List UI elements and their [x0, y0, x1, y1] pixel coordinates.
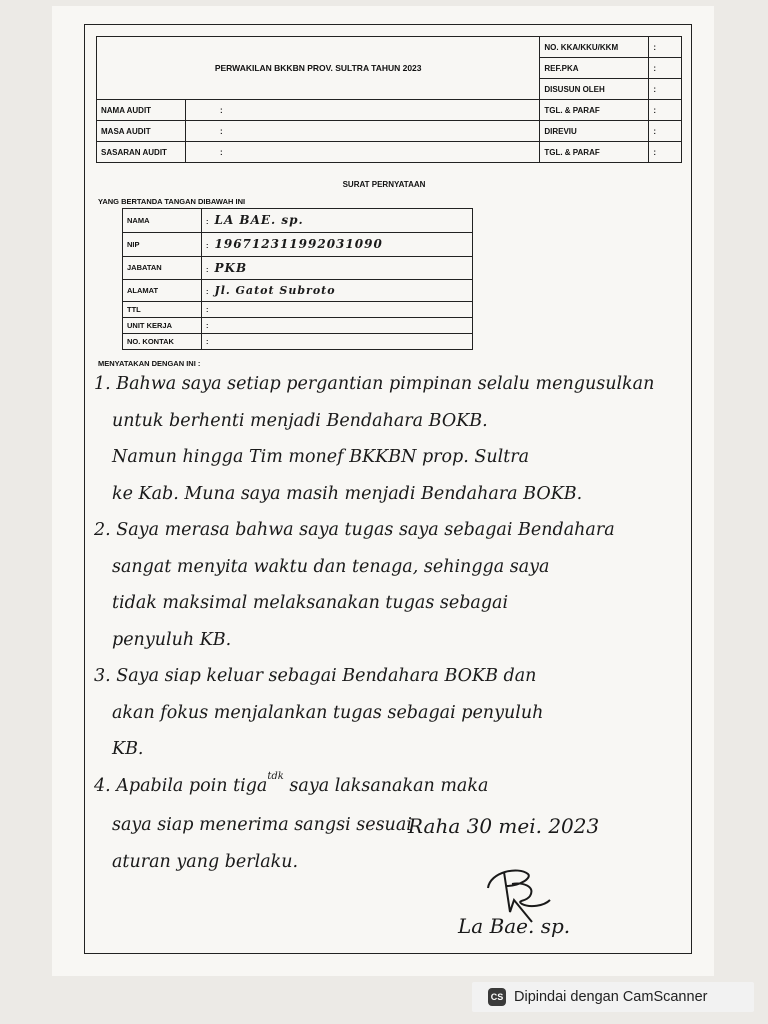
- identity-row: [123, 334, 473, 350]
- header-right-label: TGL. & PARAF: [540, 100, 649, 121]
- inserted-word: tdk: [267, 770, 284, 782]
- identity-label: NAMA: [123, 209, 202, 233]
- header-right-label: REF.PKA: [540, 58, 649, 79]
- statement-body: [94, 366, 704, 880]
- document-title: SURAT PERNYATAAN: [342, 180, 426, 189]
- header-left-label: NAMA AUDIT: [97, 100, 186, 121]
- identity-label: UNIT KERJA: [123, 318, 202, 334]
- audit-header-table: [96, 36, 682, 163]
- declare-label: MENYATAKAN DENGAN INI :: [98, 359, 201, 368]
- organization-name: PERWAKILAN BKKBN PROV. SULTRA TAHUN 2023: [97, 37, 540, 100]
- identity-row: [123, 209, 473, 233]
- statement-line: sangat menyita waktu dan tenaga, sehingga saya: [112, 556, 550, 577]
- header-left-label: MASA AUDIT: [97, 121, 186, 142]
- header-right-value: :: [649, 79, 682, 100]
- identity-value: : PKB: [202, 256, 473, 280]
- header-left-value: :: [186, 142, 540, 163]
- statement-line: penyuluh KB.: [112, 629, 232, 650]
- identity-value: : 196712311992031090: [202, 232, 473, 256]
- header-left-label: SASARAN AUDIT: [97, 142, 186, 163]
- camscanner-icon: CS: [488, 988, 506, 1006]
- identity-label: TTL: [123, 302, 202, 318]
- header-right-label: DISUSUN OLEH: [540, 79, 649, 100]
- statement-line: Namun hingga Tim monef BKKBN prop. Sultra: [112, 447, 530, 467]
- identity-row: [123, 232, 473, 256]
- header-right-value: :: [649, 37, 682, 58]
- place-date: Raha 30 mei. 2023: [408, 814, 600, 838]
- statement-line: [94, 768, 704, 808]
- statement-line: saya siap menerima sangsi sesuai: [112, 815, 412, 835]
- header-left-value: :: [186, 121, 540, 142]
- header-right-label: DIREVIU: [540, 121, 649, 142]
- statement-line: 2. Saya merasa bahwa saya tugas saya sebagai Bendahara: [94, 520, 615, 540]
- identity-value: :: [202, 334, 473, 350]
- statement-line: akan fokus menjalankan tugas sebagai penyuluh: [112, 702, 544, 723]
- signer-name: La Bae. sp.: [458, 914, 571, 938]
- header-right-value: :: [649, 142, 682, 163]
- identity-row: [123, 280, 473, 302]
- header-right-label: TGL. & PARAF: [540, 142, 649, 163]
- statement-line-start: 4. Apabila poin tiga: [94, 775, 268, 796]
- identity-value: :: [202, 302, 473, 318]
- statement-line: aturan yang berlaku.: [112, 851, 299, 872]
- header-left-value: :: [186, 100, 540, 121]
- camscanner-watermark: [472, 982, 754, 1012]
- header-right-value: :: [649, 58, 682, 79]
- statement-line: KB.: [112, 739, 144, 759]
- identity-row: [123, 256, 473, 280]
- statement-line: tidak maksimal melaksanakan tugas sebagai: [112, 593, 509, 613]
- statement-line-end: saya laksanakan maka: [289, 775, 489, 796]
- statement-line: untuk berhenti menjadi Bendahara BOKB.: [112, 410, 488, 431]
- header-right-value: :: [649, 121, 682, 142]
- header-right-label: NO. KKA/KKU/KKM: [540, 37, 649, 58]
- statement-line: 3. Saya siap keluar sebagai Bendahara BOKB dan: [94, 666, 537, 686]
- watermark-text: Dipindai dengan CamScanner: [514, 989, 708, 1005]
- identity-label: JABATAN: [123, 256, 202, 280]
- identity-row: [123, 318, 473, 334]
- identity-label: NO. KONTAK: [123, 334, 202, 350]
- identity-value: :: [202, 318, 473, 334]
- identity-value: : LA BAE. sp.: [202, 209, 473, 233]
- statement-line: ke Kab. Muna saya masih menjadi Bendahara BOKB.: [112, 483, 583, 504]
- statement-line: 1. Bahwa saya setiap pergantian pimpinan selalu mengusulkan: [94, 374, 655, 394]
- identity-label: NIP: [123, 232, 202, 256]
- identity-label: ALAMAT: [123, 280, 202, 302]
- undersigned-label: YANG BERTANDA TANGAN DIBAWAH INI: [98, 197, 246, 206]
- identity-value: : Jl. Gatot Subroto: [202, 280, 473, 302]
- identity-table: [122, 208, 473, 350]
- header-right-value: :: [649, 100, 682, 121]
- identity-row: [123, 302, 473, 318]
